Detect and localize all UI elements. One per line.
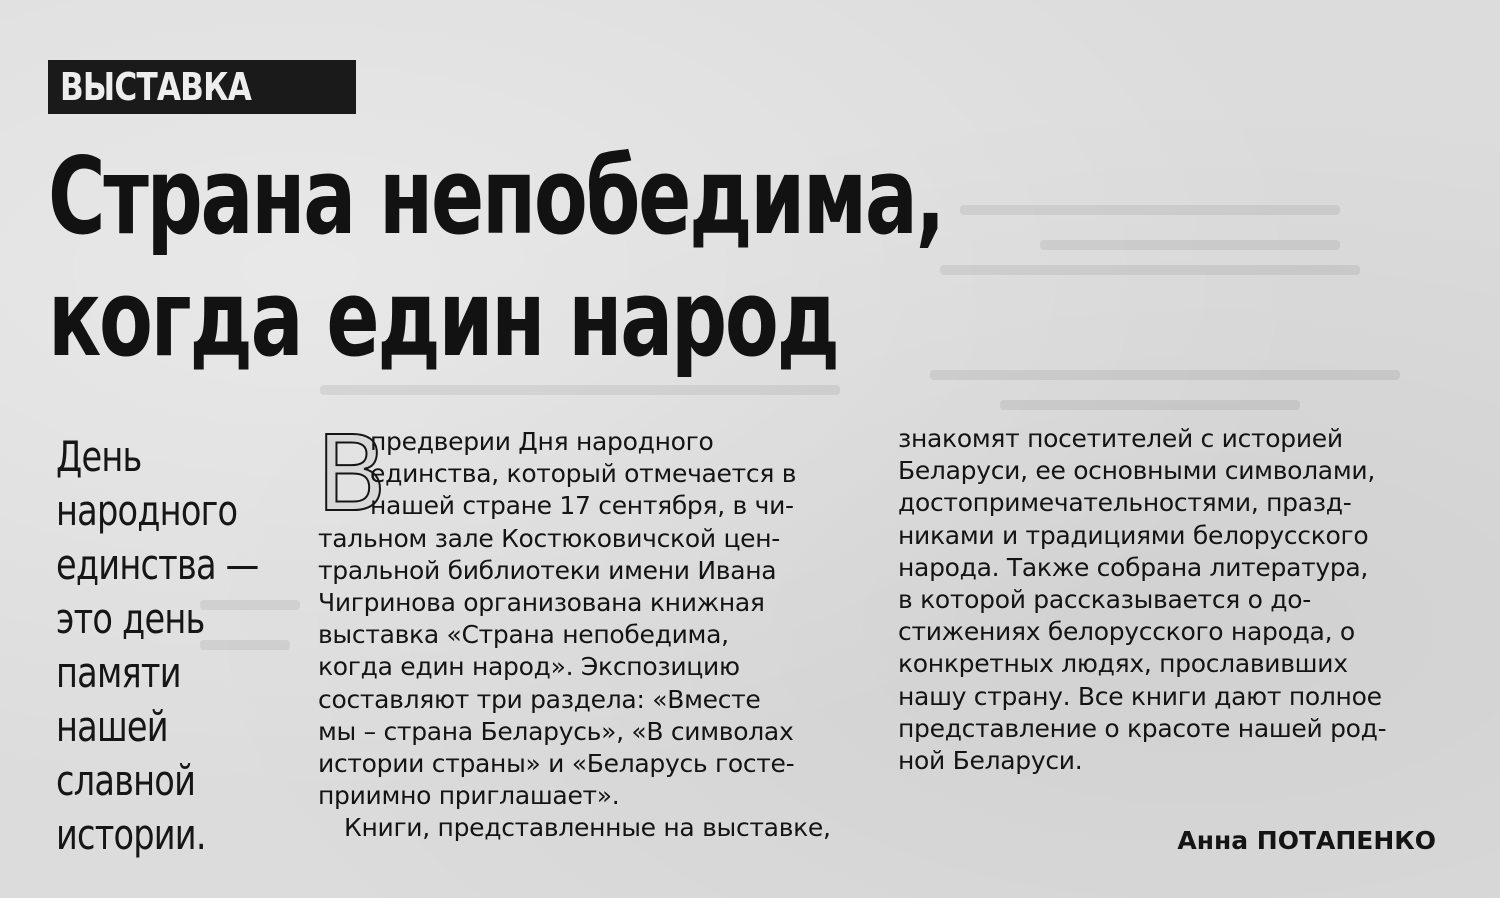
lead-line: славной xyxy=(56,756,196,805)
body-line: представление о красоте нашей род- xyxy=(898,713,1387,743)
headline-line-2: когда един народ xyxy=(48,257,838,380)
body-line: знакомят посетителей с историей xyxy=(898,424,1343,453)
body-line: ной Беларуси. xyxy=(898,746,1083,776)
headline-line-1: Страна непобедима, xyxy=(48,135,944,258)
bleed-through-line xyxy=(320,385,840,395)
bleed-through-line xyxy=(940,265,1360,275)
article-headline xyxy=(48,136,948,380)
body-column-1 xyxy=(316,413,863,845)
body-line: конкретных людях, прославивших xyxy=(898,649,1348,679)
body-line: нашей стране 17 сентября, в чи- xyxy=(370,491,794,521)
body-line: тальном зале Костюковичской цен- xyxy=(318,523,781,553)
body-line: мы – страна Беларусь», «В символах xyxy=(318,716,794,746)
body-line: нашу страну. Все книги дают полное xyxy=(898,681,1382,711)
body-line: тральной библиотеки имени Ивана xyxy=(318,555,777,585)
lead-line: нашей xyxy=(56,702,168,751)
body-line: предверии Дня народного xyxy=(370,427,714,456)
body-line: Книги, представленные на выставке, xyxy=(344,813,831,843)
body-line: в которой рассказывается о до- xyxy=(898,585,1311,615)
author-byline: Анна ПОТАПЕНКО xyxy=(1177,826,1436,855)
drop-cap: В xyxy=(316,413,388,535)
lead-line: народного xyxy=(56,486,238,535)
lead-line: единства — xyxy=(56,540,259,589)
body-line: достопримечательностями, празд- xyxy=(898,488,1352,518)
body-line: приимно приглашает». xyxy=(318,781,620,811)
body-line: стижениях белорусского народа, о xyxy=(898,617,1355,647)
body-line: когда един народ». Экспозицию xyxy=(318,652,740,682)
lead-line: памяти xyxy=(56,648,181,697)
body-column-2 xyxy=(898,423,1438,777)
rubric-label xyxy=(48,60,356,114)
lead-line: День xyxy=(56,432,142,481)
body-line: единства, который отмечается в xyxy=(370,459,797,489)
bleed-through-line xyxy=(1000,400,1300,410)
body-line: выставка «Страна непобедима, xyxy=(318,620,729,650)
body-line: истории страны» и «Беларусь госте- xyxy=(318,749,795,779)
body-line: составляют три раздела: «Вместе xyxy=(318,684,761,714)
rubric-text: ВЫСТАВКА xyxy=(60,65,252,109)
body-line: Беларуси, ее основными символами, xyxy=(898,456,1375,486)
bleed-through-line xyxy=(930,370,1400,380)
bleed-through-line xyxy=(960,205,1340,215)
body-line: Чигринова организована книжная xyxy=(318,588,765,618)
bleed-through-line xyxy=(1040,240,1340,250)
lead-text xyxy=(56,430,286,862)
body-line: народа. Также собрана литература, xyxy=(898,552,1369,582)
body-line: никами и традициями белорусского xyxy=(898,520,1369,550)
lead-line: это день xyxy=(56,594,205,643)
lead-line: истории. xyxy=(56,810,206,859)
